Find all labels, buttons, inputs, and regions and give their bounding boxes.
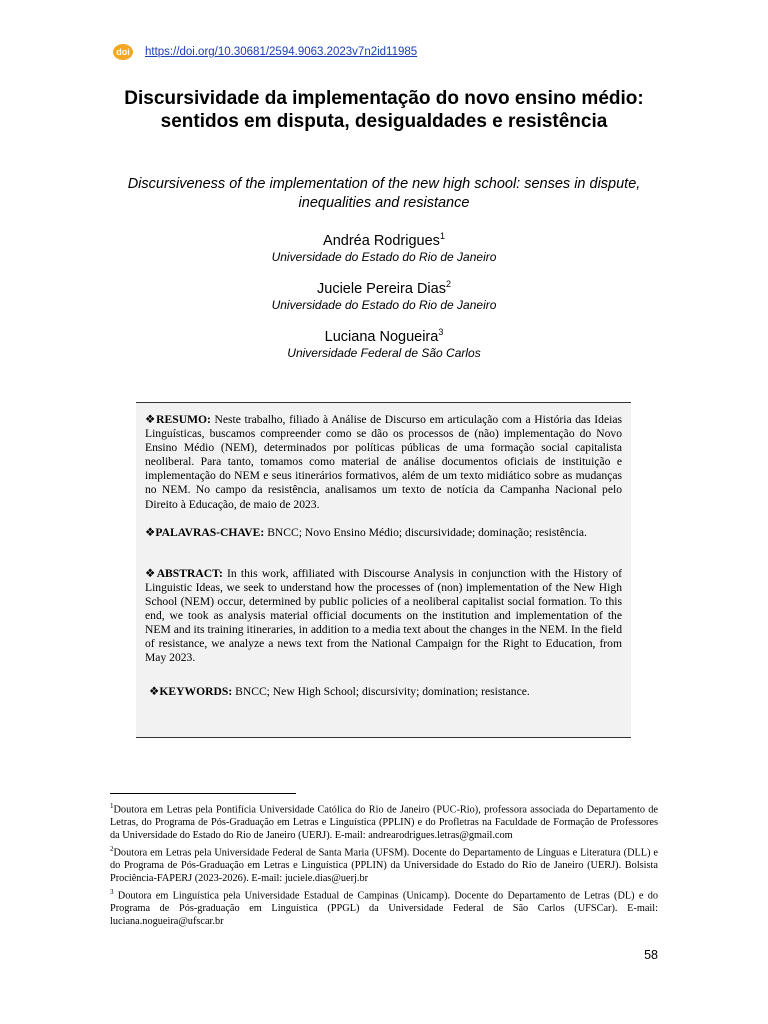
paper-title: Discursividade da implementação do novo ensino médio: sentidos em disputa, desigualdades e resistência xyxy=(124,88,644,132)
keywords-text: BNCC; New High School; discursivity; domination; resistance. xyxy=(235,685,530,699)
doi-row xyxy=(113,44,417,60)
abstract-text: In this work, affiliated with Discourse Analysis in conjunction with the History of Linguistic Ideas, we seek to understand how the processes of (non) implementation of the New High School (NEM) occur, determined by public policies of a neoliberal capitalist social formation. To this end, we took as analysis material official documents on the institution and implementation of the NEM and its training itineraries, in addition to a media text about the changes in the NEM. In the field of resistance, we analyze a news text from the National Campaign for the Right to Education, from May 2023. xyxy=(145,566,622,665)
author-block-3 xyxy=(0,324,768,361)
footnote-3: $^3$ Doutora em Linguística pela Universidade Estadual de Campinas (Unicamp). Docente do Departamento de Letras (DL) e do Programa de Pós-graduação em Linguística (PPGL) da Universidade Federal de São Carlos (UFSCar). E-mail: luciana.nogueira@ufscar.br xyxy=(110,888,658,928)
footnotes xyxy=(110,800,658,930)
diamond-bullet-icon: ❖ xyxy=(149,685,160,699)
page-number: 58 xyxy=(644,948,658,962)
author-footnote-mark[interactable]: 1 xyxy=(439,231,445,241)
resumo-label: RESUMO: xyxy=(156,413,211,426)
author-affiliation: Universidade do Estado do Rio de Janeiro xyxy=(271,249,497,264)
abstract-paragraph xyxy=(145,567,622,666)
palavras-chave-label: PALAVRAS-CHAVE: xyxy=(155,525,265,539)
author-name: Juciele Pereira Dias$^2$ xyxy=(317,279,451,297)
author-affiliation: Universidade do Estado do Rio de Janeiro xyxy=(271,297,497,312)
diamond-bullet-icon: ❖ xyxy=(145,566,157,580)
author-footnote-mark[interactable]: 2 xyxy=(445,279,451,289)
footnote-1: $^1$Doutora em Letras pela Pontifícia Universidade Católica do Rio de Janeiro (PUC-Rio), professora associada do Departamento de Letras, do Programa de Pós-Graduação em Letras e Linguística (PPLIN) e do Profletras na Faculdade de Formação de Professores da Universidade do Estado do Rio de Janeiro (UERJ). E-mail: andrearodrigues.letras@gmail.com xyxy=(110,802,658,841)
palavras-chave-text: BNCC; Novo Ensino Médio; discursividade; dominação; resistência. xyxy=(267,525,587,539)
doi-icon: doi xyxy=(113,44,133,60)
paper-subtitle: Discursiveness of the implementation of the new high school: senses in dispute, inequalities and resistance xyxy=(127,176,641,211)
palavras-chave-paragraph xyxy=(145,526,622,540)
abstract-box xyxy=(136,402,631,738)
author-block-1 xyxy=(0,228,768,265)
footnote-separator xyxy=(110,793,296,794)
footnote-2: $^2$Doutora em Letras pela Universidade Federal de Santa Maria (UFSM). Docente do Departamento de Línguas e Literatura (DLL) e do Programa de Pós-Graduação em Letras e Linguística (PPLIN) da Universidade do Estado do Rio de Janeiro (UERJ). Bolsista Prociência-FAPERJ (2023-2026). E-mail: juciele.dias@uerj.br xyxy=(110,845,658,884)
doi-link[interactable]: https://doi.org/10.30681/2594.9063.2023v7n2id11985 xyxy=(145,46,418,58)
author-footnote-mark[interactable]: 3 xyxy=(438,327,444,337)
abstract-label: ABSTRACT: xyxy=(156,566,223,580)
author-affiliation: Universidade Federal de São Carlos xyxy=(287,345,481,360)
keywords-label: KEYWORDS: xyxy=(159,685,233,699)
author-name: Andréa Rodrigues$^1$ xyxy=(323,231,445,249)
diamond-bullet-icon: ❖ xyxy=(145,413,157,426)
author-block-2 xyxy=(0,276,768,313)
author-name: Luciana Nogueira$^3$ xyxy=(324,327,444,345)
resumo-text: Neste trabalho, filiado à Análise de Discurso em articulação com a História das Ideias Linguísticas, buscamos compreender como se dão os processos de (não) implementação do Novo Ensino Médio (NEM), determinados por políticas públicas de uma formação social capitalista neoliberal. Para tanto, tomamos como material de análise documentos oficiais de instituição e implementação do NEM e seus itinerários formativos, além de um texto midiático sobre as mudanças no NEM. No campo da resistência, analisamos um texto de notícia da Campanha Nacional pelo Direito à Educação, de maio de 2023. xyxy=(145,413,622,511)
diamond-bullet-icon: ❖ xyxy=(145,525,156,539)
resumo-paragraph xyxy=(145,413,622,512)
keywords-paragraph xyxy=(145,685,622,699)
